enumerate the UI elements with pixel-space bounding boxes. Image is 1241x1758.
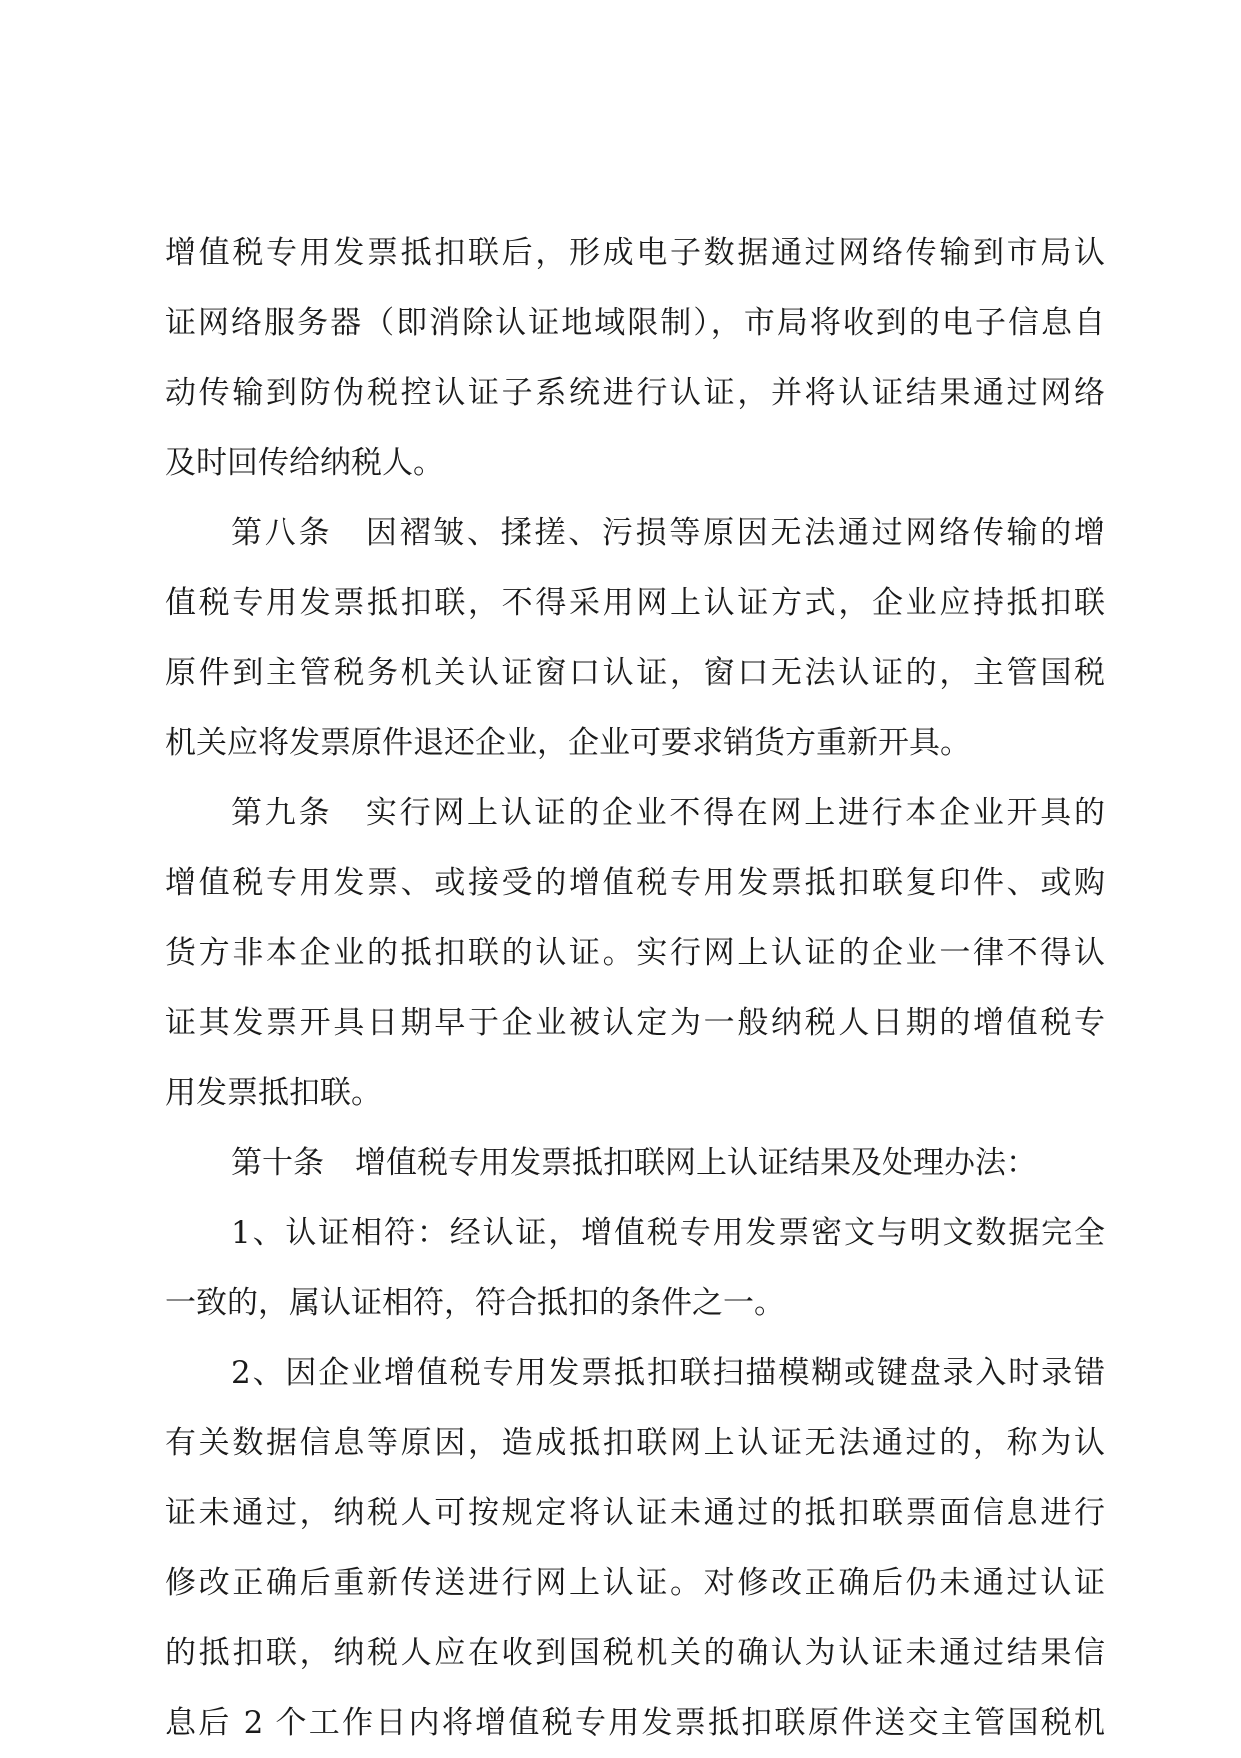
text-line: 第十条 增值税专用发票抵扣联网上认证结果及处理办法： (231, 1145, 1037, 1181)
text-line: 修改正确后重新传送进行网上认证。对修改正确后仍未通过认证 (165, 1565, 1105, 1601)
text-line: 一致的，属认证相符，符合抵扣的条件之一。 (165, 1285, 785, 1321)
paragraph-continuation (165, 218, 1105, 498)
text-line: 及时回传给纳税人。 (165, 445, 444, 481)
paragraph-item-1 (165, 1198, 1105, 1338)
paragraph-article-10 (165, 1128, 1105, 1198)
text-line: 动传输到防伪税控认证子系统进行认证，并将认证结果通过网络 (165, 375, 1105, 411)
text-line: 第九条 实行网上认证的企业不得在网上进行本企业开具的 (231, 795, 1105, 831)
text-line: 息后 2 个工作日内将增值税专用发票抵扣联原件送交主管国税机 (165, 1705, 1105, 1741)
paragraph-article-9 (165, 778, 1105, 1128)
text-line: 用发票抵扣联。 (165, 1075, 382, 1111)
paragraph-article-8 (165, 498, 1105, 778)
text-line: 2、因企业增值税专用发票抵扣联扫描模糊或键盘录入时录错 (231, 1355, 1105, 1391)
text-line: 货方非本企业的抵扣联的认证。实行网上认证的企业一律不得认 (165, 935, 1105, 971)
paragraph-item-2 (165, 1338, 1105, 1758)
text-line: 1、认证相符：经认证，增值税专用发票密文与明文数据完全 (231, 1215, 1105, 1251)
text-line: 第八条 因褶皱、揉搓、污损等原因无法通过网络传输的增 (231, 515, 1105, 551)
text-line: 有关数据信息等原因，造成抵扣联网上认证无法通过的，称为认 (165, 1425, 1105, 1461)
text-line: 证未通过，纳税人可按规定将认证未通过的抵扣联票面信息进行 (165, 1495, 1105, 1531)
text-line: 值税专用发票抵扣联，不得采用网上认证方式，企业应持抵扣联 (165, 585, 1105, 621)
text-line: 证网络服务器（即消除认证地域限制），市局将收到的电子信息自 (165, 305, 1105, 341)
text-line: 机关应将发票原件退还企业，企业可要求销货方重新开具。 (165, 725, 971, 761)
text-line: 原件到主管税务机关认证窗口认证，窗口无法认证的，主管国税 (165, 655, 1105, 691)
text-line: 的抵扣联，纳税人应在收到国税机关的确认为认证未通过结果信 (165, 1635, 1105, 1671)
text-line: 证其发票开具日期早于企业被认定为一般纳税人日期的增值税专 (165, 1005, 1105, 1041)
text-line: 增值税专用发票、或接受的增值税专用发票抵扣联复印件、或购 (165, 865, 1105, 901)
document-body (165, 218, 1105, 1758)
text-line: 增值税专用发票抵扣联后，形成电子数据通过网络传输到市局认 (165, 235, 1105, 271)
